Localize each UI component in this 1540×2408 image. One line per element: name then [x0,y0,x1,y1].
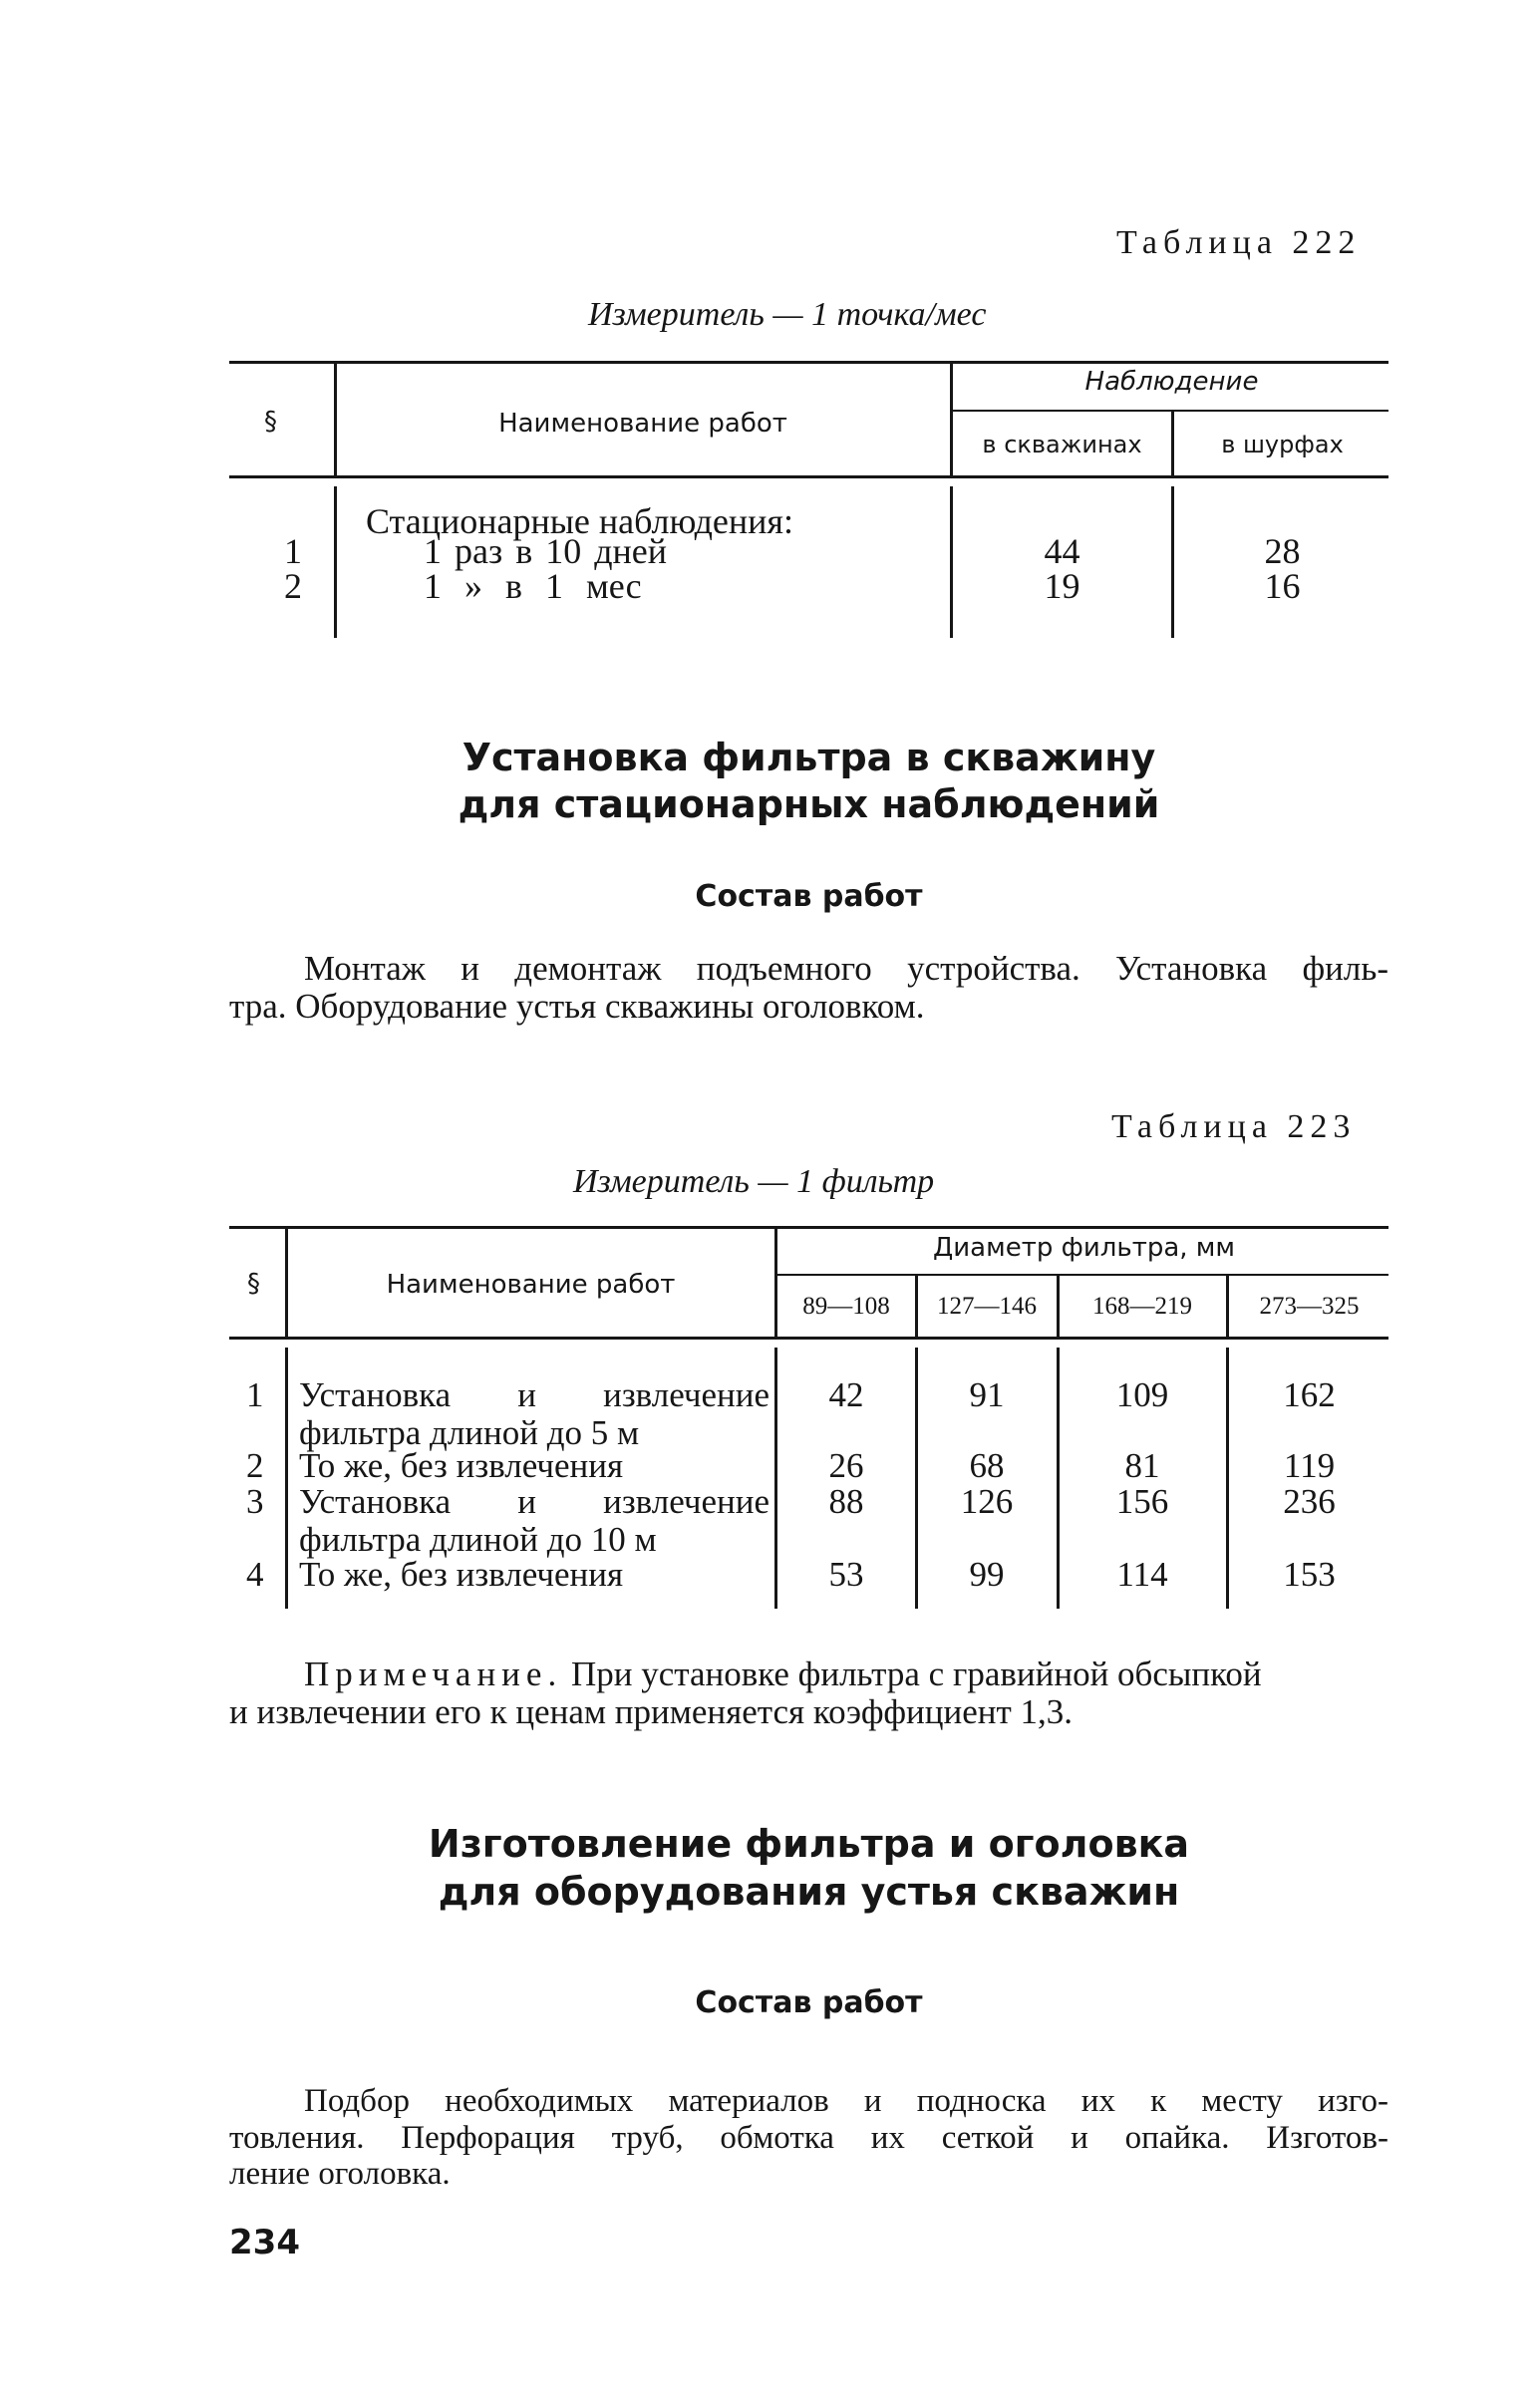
table-cell: 81 [1124,1446,1160,1485]
table-rule [952,410,1388,412]
table-rule [950,486,953,638]
table-rule [1226,1348,1229,1609]
row-number: 2 [284,566,302,606]
table-cell: 236 [1283,1482,1336,1521]
table-cell: 99 [969,1555,1005,1594]
row-number: 1 [284,531,302,571]
table-223-meter: Измеритель — 1 фильтр [573,1163,935,1200]
table-cell: 119 [1283,1446,1336,1485]
column-header: 273—325 [1259,1293,1360,1320]
row-name: Установка и извлечение [299,1482,770,1521]
table-cell: 153 [1283,1555,1336,1594]
table-cell: 68 [969,1446,1005,1485]
column-header: в скважинах [982,431,1142,458]
row-group-label: Стационарные наблюдения: [366,501,793,541]
table-rule [334,364,337,475]
table-rule [777,1274,1388,1276]
column-header: 89—108 [802,1293,890,1320]
column-header-section: § [247,1269,260,1299]
table-rule [1226,1276,1229,1337]
column-header: 168—219 [1092,1293,1192,1320]
table-rule [334,486,337,638]
table-cell: 114 [1116,1555,1168,1594]
row-name: 1 раз в 10 дней [424,531,668,571]
row-name: фильтра длиной до 5 м [299,1413,640,1452]
table-rule [285,1229,288,1337]
table-rule [774,1229,777,1337]
note-line: и извлечении его к ценам применяется коэффициент 1,3. [229,1692,1073,1731]
column-header: в шурфах [1221,431,1344,458]
section-title: для стационарных наблюдений [458,782,1160,826]
table-rule [285,1348,288,1609]
section-title: для оборудования устья скважин [438,1870,1180,1914]
row-name: То же, без извлечения [299,1446,624,1485]
table-cell: 44 [1044,531,1080,571]
column-group-header: Диаметр фильтра, мм [932,1233,1236,1263]
column-header: 127—146 [937,1293,1037,1320]
row-name: 1 » в 1 мес [424,566,642,606]
paragraph-line: Подбор необходимых материалов и подноска их к месту изго- [304,2083,1388,2119]
table-rule [774,1348,777,1609]
row-number: 4 [246,1555,264,1594]
table-rule [915,1348,918,1609]
table-rule [229,475,1388,478]
column-header-name: Наименование работ [386,1270,676,1300]
table-222-caption: Таблица 222 [1116,224,1362,261]
table-cell: 156 [1115,1482,1169,1521]
table-cell: 26 [828,1446,864,1485]
table-rule [229,1337,1388,1340]
paragraph-line: ление оголовка. [229,2156,451,2192]
paragraph-line: товления. Перфорация труб, обмотка их сеткой и опайка. Изготов- [229,2120,1388,2156]
column-header-name: Наименование работ [498,409,787,439]
table-cell: 162 [1283,1375,1336,1414]
section-title: Изготовление фильтра и оголовка [428,1822,1190,1866]
table-rule [229,1226,1388,1229]
table-rule [1057,1276,1060,1337]
table-223-caption: Таблица 223 [1111,1108,1357,1145]
table-cell: 28 [1264,531,1301,571]
table-rule [1171,412,1174,475]
table-cell: 19 [1044,566,1080,606]
table-cell: 88 [828,1482,864,1521]
column-header-section: § [264,407,277,437]
table-rule [915,1276,918,1337]
row-name: Установка и извлечение [299,1375,770,1414]
note-label: Примечание. [304,1655,563,1693]
section-title: Установка фильтра в скважину [462,736,1156,779]
table-cell: 42 [828,1375,864,1414]
table-222-meter: Измеритель — 1 точка/мес [588,296,987,333]
row-number: 2 [246,1446,264,1485]
section-subtitle: Состав работ [695,1985,923,2020]
row-name: фильтра длиной до 10 м [299,1520,657,1559]
table-cell: 109 [1115,1375,1169,1414]
row-number: 3 [246,1482,264,1521]
note-text: При установке фильтра с гравийной обсыпкой [570,1655,1262,1693]
column-group-header: Наблюдение [1084,367,1259,397]
note-line [304,1655,1388,1694]
table-cell: 53 [828,1555,864,1594]
row-name: То же, без извлечения [299,1555,624,1594]
table-rule [229,361,1388,364]
paragraph-line: Монтаж и демонтаж подъемного устройства. Установка филь- [304,949,1388,988]
section-subtitle: Состав работ [695,879,923,914]
table-cell: 91 [969,1375,1005,1414]
paragraph-line: тра. Оборудование устья скважины оголовком. [229,987,925,1026]
table-rule [1171,486,1174,638]
table-cell: 16 [1264,566,1301,606]
table-cell: 126 [960,1482,1014,1521]
row-number: 1 [246,1375,264,1414]
page-number: 234 [229,2223,300,2262]
table-rule [950,364,953,475]
table-rule [1057,1348,1060,1609]
